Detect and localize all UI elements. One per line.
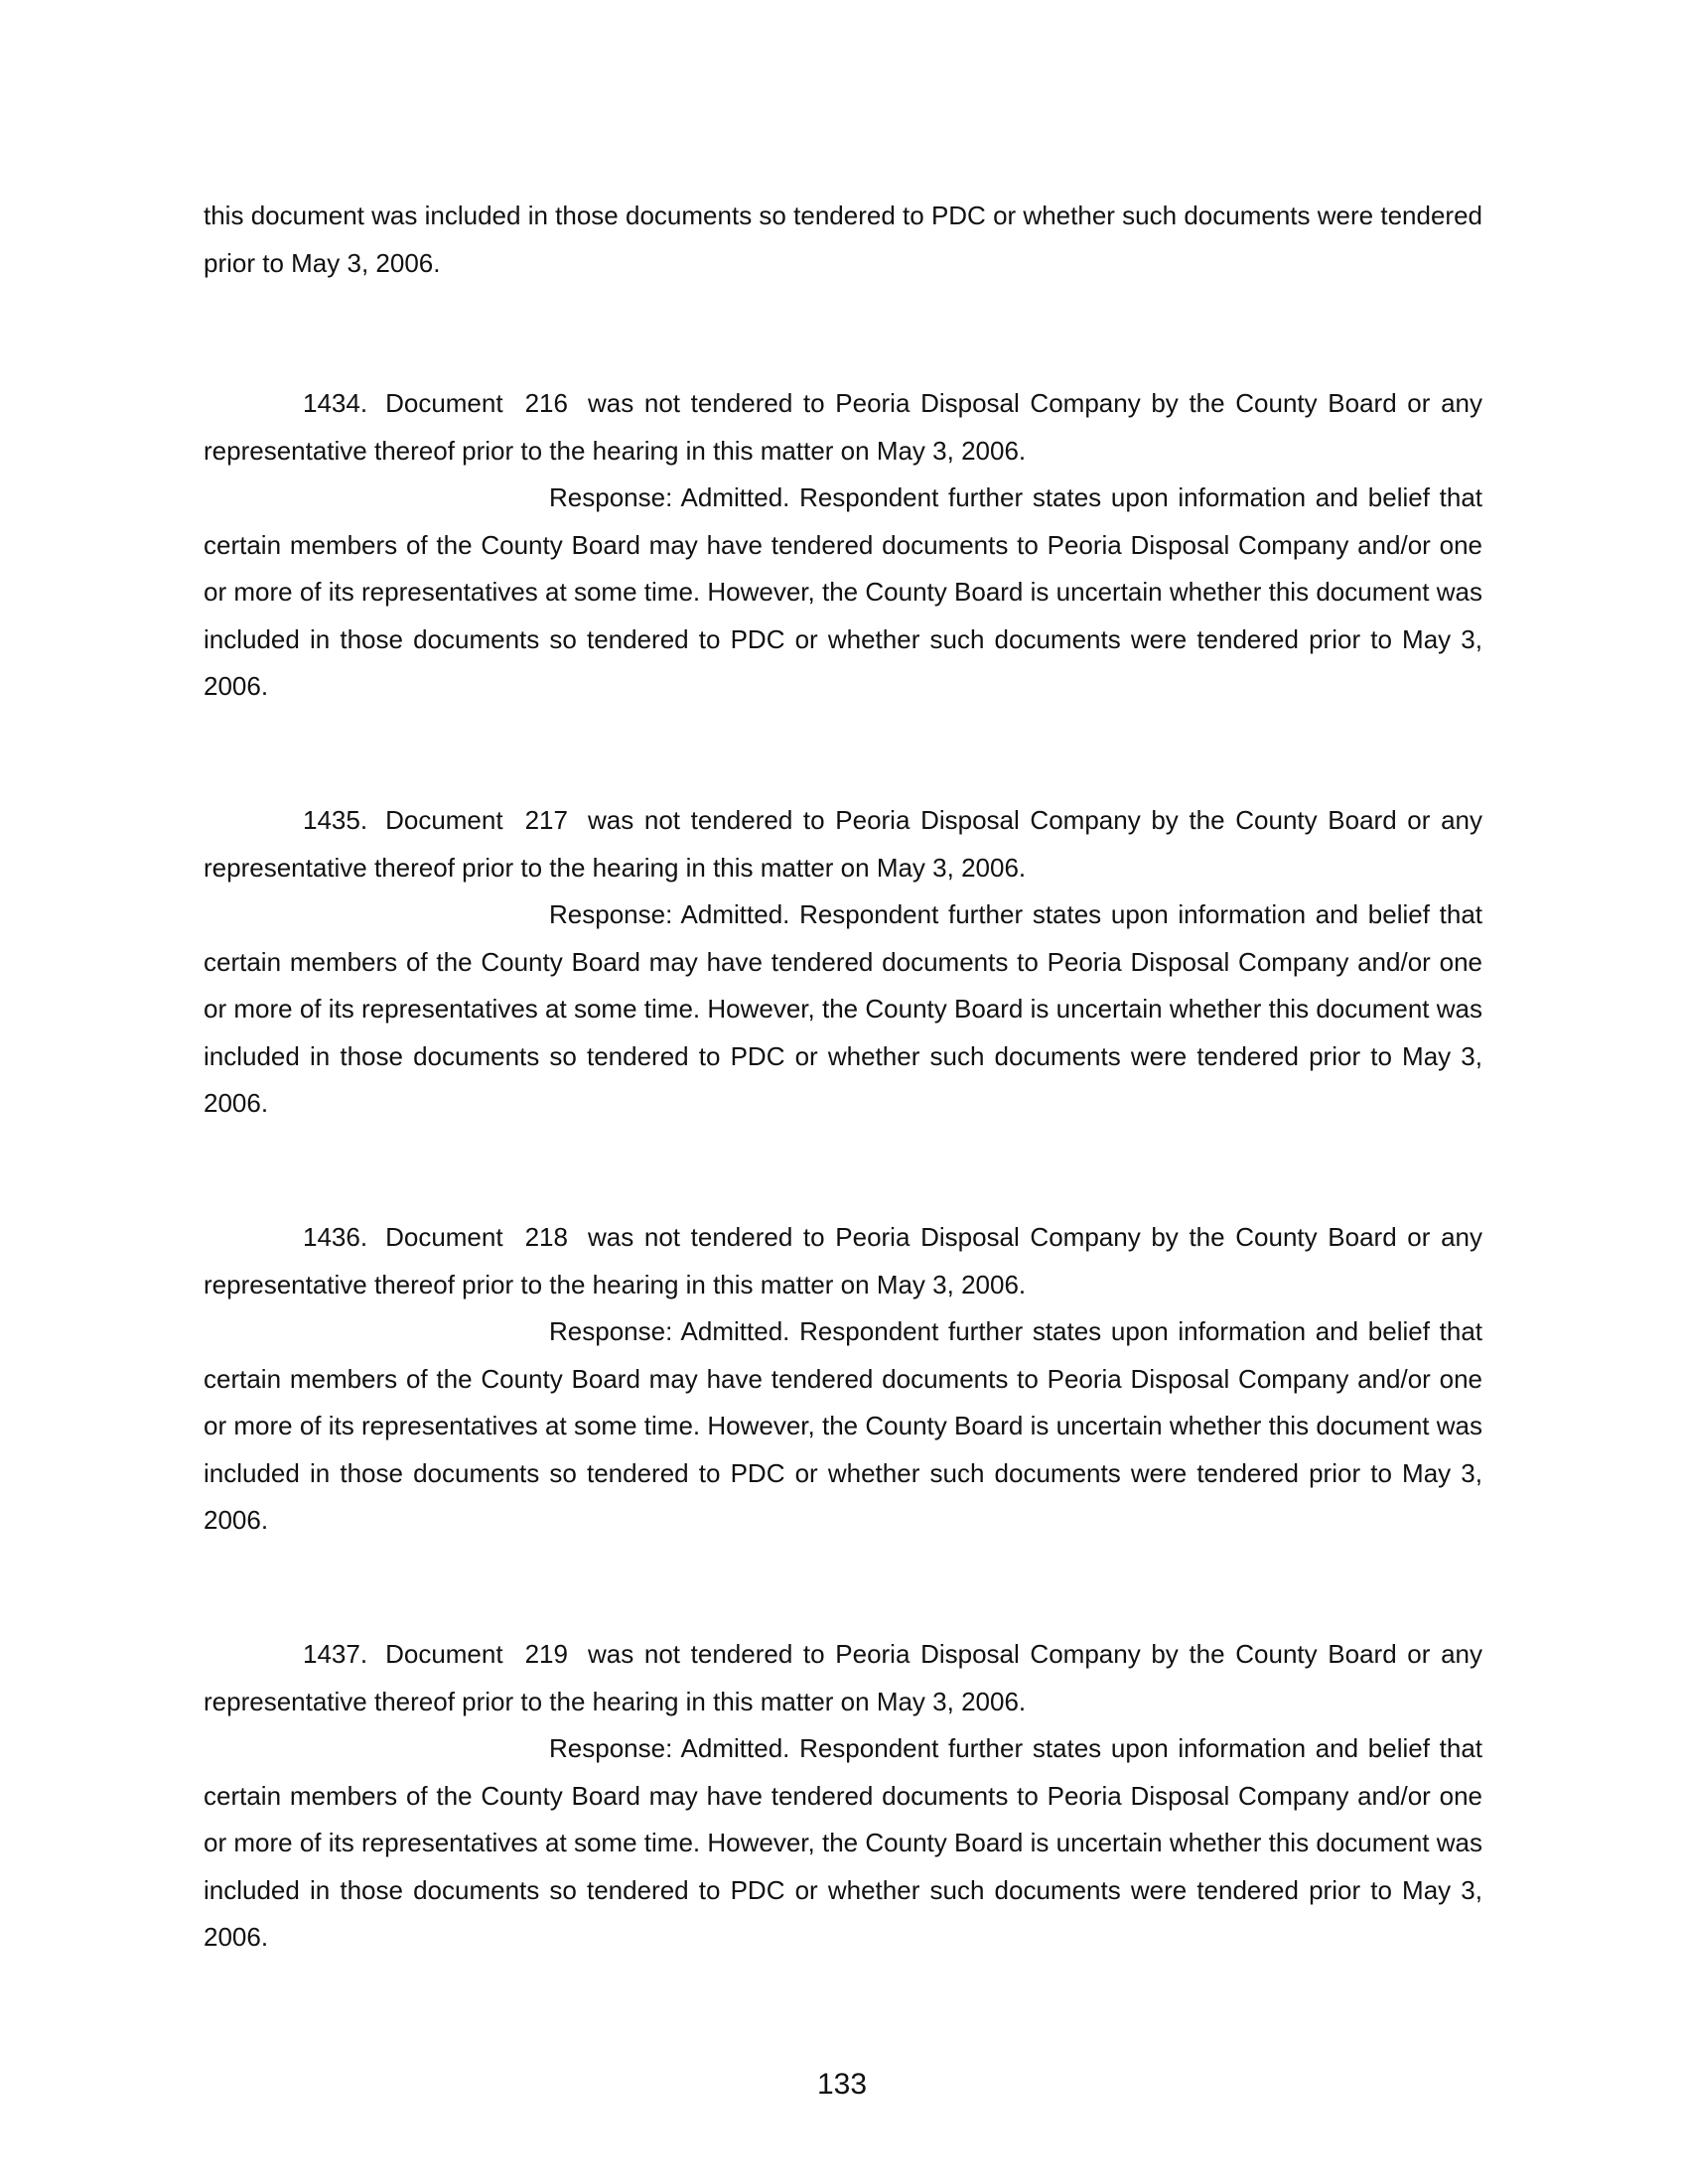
- document-number: 219: [524, 1639, 568, 1669]
- document-number: 218: [524, 1222, 568, 1252]
- continuation-text: [204, 193, 1482, 287]
- document-label: Document: [385, 388, 503, 418]
- paragraph-number: 1437.: [303, 1639, 368, 1669]
- paragraph-statement: [204, 1631, 1482, 1725]
- response-text: Response: Admitted. Respondent further states upon information and belief that certain members of the County Board may have tendered documents to Peoria Disposal Company and/or one or more of its representatives at some time. However, the County Board is uncertain whether this document was included in those documents so tendered to PDC or whether such documents were tendered prior to May 3, 2006.: [204, 899, 1482, 1118]
- page-number: 133: [816, 2068, 868, 2101]
- paragraph-1435: [204, 797, 1482, 1128]
- statement-text: was not tendered to Peoria Disposal Company by the County Board or any representative thereof prior to the hearing in this matter on May 3, 2006.: [204, 388, 1482, 466]
- paragraph-1436: [204, 1214, 1482, 1545]
- document-label: Document: [385, 1639, 503, 1669]
- document-number: 216: [524, 388, 568, 418]
- paragraph-statement: [204, 1214, 1482, 1308]
- paragraph-1434: [204, 380, 1482, 711]
- paragraph-statement: [204, 797, 1482, 891]
- statement-text: was not tendered to Peoria Disposal Company by the County Board or any representative thereof prior to the hearing in this matter on May 3, 2006.: [204, 1639, 1482, 1716]
- statement-text: was not tendered to Peoria Disposal Company by the County Board or any representative thereof prior to the hearing in this matter on May 3, 2006.: [204, 1222, 1482, 1299]
- paragraph-number: 1434.: [303, 388, 368, 418]
- document-number: 217: [524, 805, 568, 835]
- document-label: Document: [385, 1222, 503, 1252]
- document-label: Document: [385, 805, 503, 835]
- paragraph-number: 1435.: [303, 805, 368, 835]
- response-text: Response: Admitted. Respondent further states upon information and belief that certain members of the County Board may have tendered documents to Peoria Disposal Company and/or one or more of its representatives at some time. However, the County Board is uncertain whether this document was included in those documents so tendered to PDC or whether such documents were tendered prior to May 3, 2006.: [204, 1316, 1482, 1535]
- paragraph-statement: [204, 380, 1482, 475]
- paragraph-number: 1436.: [303, 1222, 368, 1252]
- paragraph-1437: [204, 1631, 1482, 1962]
- continuation-body: this document was included in those documents so tendered to PDC or whether such documents were tendered prior to May 3, 2006.: [204, 201, 1482, 278]
- response-text: Response: Admitted. Respondent further states upon information and belief that certain members of the County Board may have tendered documents to Peoria Disposal Company and/or one or more of its representatives at some time. However, the County Board is uncertain whether this document was included in those documents so tendered to PDC or whether such documents were tendered prior to May 3, 2006.: [204, 482, 1482, 701]
- statement-text: was not tendered to Peoria Disposal Company by the County Board or any representative thereof prior to the hearing in this matter on May 3, 2006.: [204, 805, 1482, 883]
- response-text: Response: Admitted. Respondent further states upon information and belief that certain members of the County Board may have tendered documents to Peoria Disposal Company and/or one or more of its representatives at some time. However, the County Board is uncertain whether this document was included in those documents so tendered to PDC or whether such documents were tendered prior to May 3, 2006.: [204, 1733, 1482, 1952]
